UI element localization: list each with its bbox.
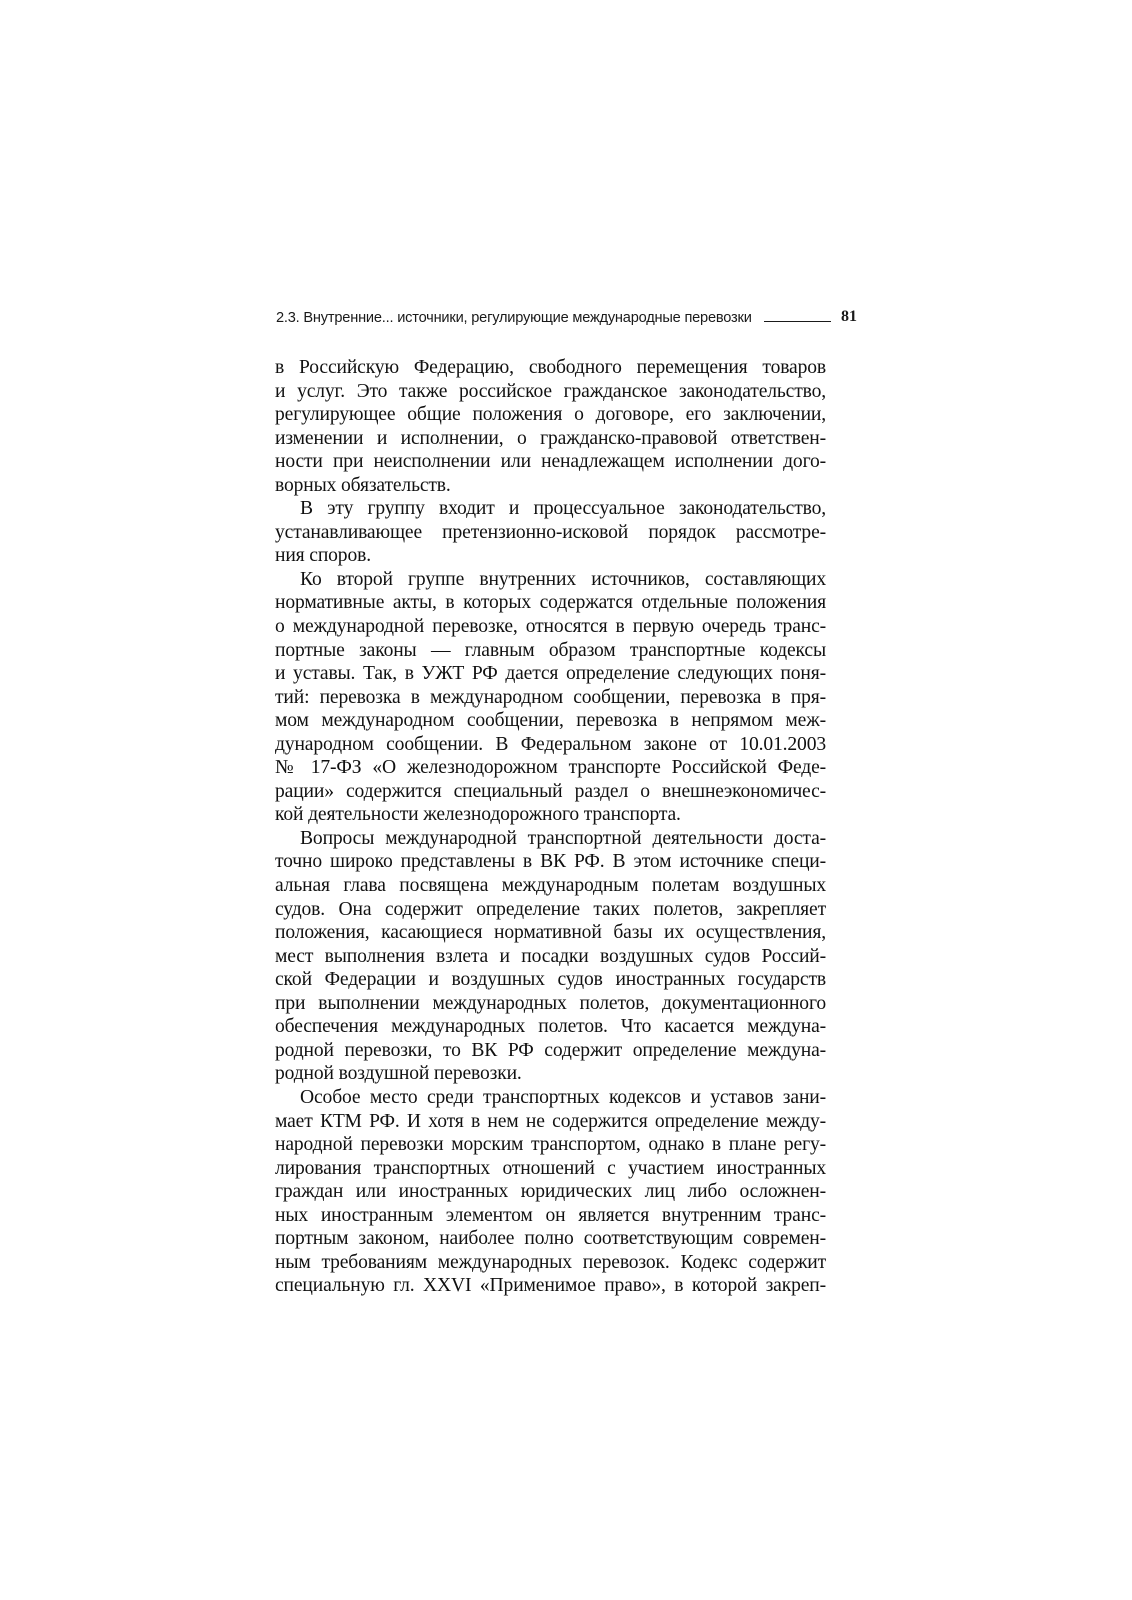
text-line: изменении и исполнении, о гражданско-правовой ответствен-: [275, 427, 826, 449]
text-line: лирования транспортных отношений с участием иностранных: [275, 1157, 826, 1179]
text-line: обеспечения международных полетов. Что касается междуна-: [275, 1016, 826, 1038]
body-text: [275, 356, 826, 1298]
text-line: ворных обязательств.: [275, 474, 451, 496]
text-line: дународном сообщении. В Федеральном законе от 10.01.2003: [275, 733, 826, 755]
text-line: тий: перевозка в международном сообщении, перевозка в пря-: [275, 686, 826, 708]
page-number: 81: [841, 308, 857, 325]
text-line: мом международном сообщении, перевозка в непрямом меж-: [275, 710, 826, 732]
text-line: рации» содержится специальный раздел о внешнеэкономичес-: [275, 780, 826, 802]
text-line: точно широко представлены в ВК РФ. В этом источнике специ-: [275, 851, 826, 873]
text-line: и услуг. Это также российское гражданское законодательство,: [275, 380, 826, 402]
text-line: № 17-ФЗ «О железнодорожном транспорте Российской Феде-: [275, 757, 826, 779]
text-line: при выполнении международных полетов, документационного: [275, 992, 826, 1014]
text-line: судов. Она содержит определение таких полетов, закрепляет: [275, 898, 826, 920]
running-head-title: 2.3. Внутренние... источники, регулирующие международные перевозки: [276, 310, 752, 326]
text-line: Ко второй группе внутренних источников, составляющих: [300, 568, 826, 590]
text-line: портным законом, наиболее полно соответствующим современ-: [275, 1228, 826, 1250]
text-line: ных иностранным элементом он является внутренним транс-: [275, 1204, 826, 1226]
text-line: альная глава посвящена международным полетам воздушных: [275, 875, 826, 897]
running-head: [276, 300, 857, 326]
text-line: устанавливающее претензионно-исковой порядок рассмотре-: [275, 521, 826, 543]
text-line: ской Федерации и воздушных судов иностранных государств: [275, 969, 826, 991]
text-line: В эту группу входит и процессуальное законодательство,: [300, 498, 826, 520]
text-line: в Российскую Федерацию, свободного перемещения товаров: [275, 357, 826, 378]
text-line: кой деятельности железнодорожного транспорта.: [275, 804, 681, 826]
text-line: народной перевозки морским транспортом, однако в плане регу-: [275, 1134, 826, 1156]
text-line: специальную гл. XXVI «Применимое право», в которой закреп-: [275, 1275, 826, 1297]
text-line: положения, касающиеся нормативной базы их осуществления,: [275, 922, 826, 944]
text-line: ности при неисполнении или ненадлежащем исполнении дого-: [275, 451, 826, 473]
text-line: ным требованиям международных перевозок. Кодекс содержит: [275, 1251, 826, 1273]
text-line: и уставы. Так, в УЖТ РФ дается определение следующих поня-: [275, 663, 826, 685]
text-line: регулирующее общие положения о договоре, его заключении,: [275, 404, 826, 426]
text-line: родной перевозки, то ВК РФ содержит определение междуна-: [275, 1039, 826, 1061]
text-line: Особое место среди транспортных кодексов и уставов зани-: [300, 1086, 826, 1108]
text-line: родной воздушной перевозки.: [275, 1063, 522, 1085]
text-line: портные законы — главным образом транспортные кодексы: [275, 639, 826, 661]
text-line: Вопросы международной транспортной деятельности доста-: [300, 827, 826, 849]
running-head-rule: [764, 321, 831, 322]
text-line: нормативные акты, в которых содержатся отдельные положения: [275, 592, 826, 614]
text-line: мает КТМ РФ. И хотя в нем не содержится определение между-: [275, 1110, 826, 1132]
text-line: ния споров.: [275, 545, 371, 567]
text-line: о международной перевозке, относятся в первую очередь транс-: [275, 616, 826, 638]
text-line: мест выполнения взлета и посадки воздушных судов Россий-: [275, 945, 826, 967]
text-line: граждан или иностранных юридических лиц либо осложнен-: [275, 1181, 826, 1203]
